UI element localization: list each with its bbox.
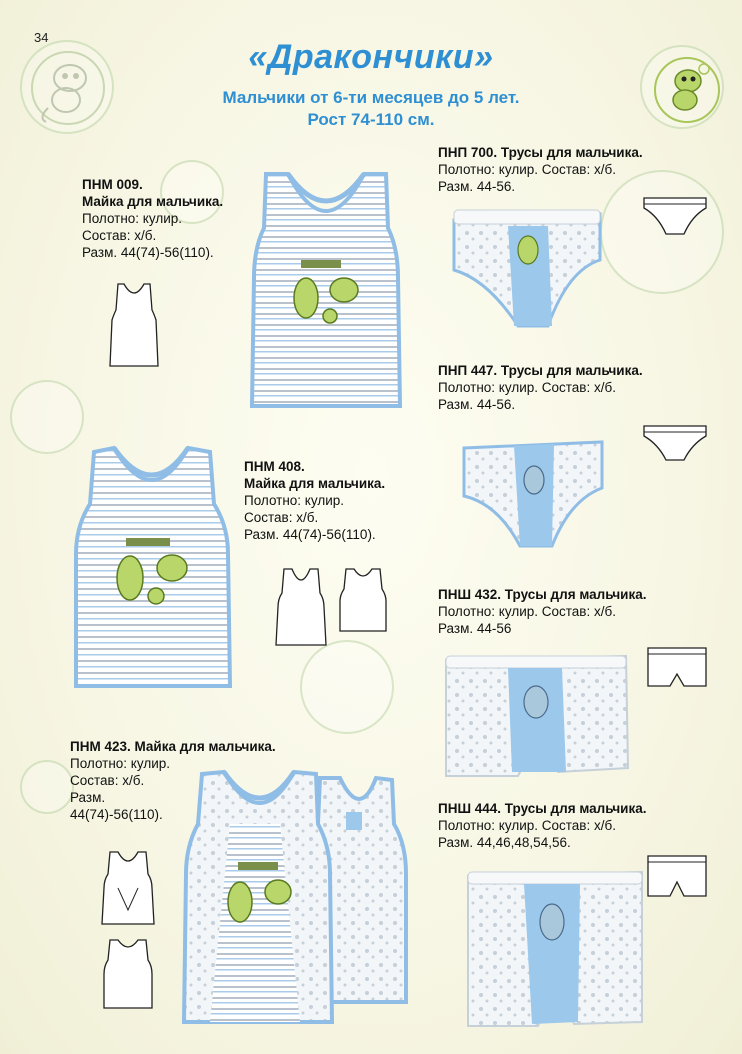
tank-top-423-back-sketch-icon [100,936,156,1012]
page-subtitle-height: Рост 74-110 см. [307,110,435,129]
product-code: ПНМ 408. [244,459,305,474]
product-name: Майка для мальчика. [244,476,386,491]
product-details: Полотно: кулир. Состав: х/б. [438,162,616,177]
product-details: Полотно: кулир. Состав: х/б. [438,818,616,833]
tank-top-009-photo [246,168,406,413]
product-title: ПНШ 432. Трусы для мальчика. [438,587,647,602]
briefs-700-sketch-icon [640,192,710,240]
product-name: Майка для мальчика. [82,194,224,209]
boxers-432-photo [438,648,634,780]
product-pnsh432-info [438,586,647,637]
product-sizes: Разм. 44(74)-56(110). [82,245,214,260]
tank-top-back-sketch-icon [336,565,390,635]
product-sizes: 44(74)-56(110). [70,807,163,822]
page-subtitle-age: Мальчики от 6-ти месяцев до 5 лет. [222,88,520,107]
product-composition: Состав: х/б. [82,228,157,243]
product-composition: Состав: х/б. [244,510,319,525]
product-fabric: Полотно: кулир. [82,211,182,226]
product-fabric: Полотно: кулир. [70,756,170,771]
tank-top-423-front-sketch-icon [98,848,158,928]
product-sizes: Разм. 44-56. [438,179,516,194]
product-details: Полотно: кулир. Состав: х/б. [438,380,616,395]
product-sizes-label: Разм. [70,790,106,805]
product-sizes: Разм. 44-56 [438,621,512,636]
briefs-447-photo [458,434,608,552]
briefs-700-photo [448,200,606,330]
product-pnsh444-info [438,800,647,851]
background-bubble [300,640,394,734]
product-pnm408-info [244,458,385,543]
boxers-444-sketch-icon [644,850,710,902]
product-sizes: Разм. 44,46,48,54,56. [438,835,571,850]
tank-top-sketch-icon [106,280,162,370]
product-fabric: Полотно: кулир. [244,493,344,508]
product-composition: Состав: х/б. [70,773,145,788]
tank-top-408-photo [68,442,236,692]
background-bubble [20,760,74,814]
product-sizes: Разм. 44-56. [438,397,516,412]
product-details: Полотно: кулир. Состав: х/б. [438,604,616,619]
product-title: ПНШ 444. Трусы для мальчика. [438,801,647,816]
product-pnm009-info [82,176,223,261]
product-code: ПНМ 009. [82,177,143,192]
page-title: «Дракончики» [248,38,494,76]
boxers-432-sketch-icon [644,642,710,692]
product-pnp700-info [438,144,643,195]
product-pnp447-info [438,362,643,413]
briefs-447-sketch-icon [640,420,710,466]
product-sizes: Разм. 44(74)-56(110). [244,527,376,542]
product-title: ПНП 447. Трусы для мальчика. [438,363,643,378]
tank-top-front-sketch-icon [272,565,330,649]
page-number: 34 [34,30,49,45]
boxers-444-photo [462,864,648,1030]
product-title: ПНМ 423. Майка для мальчика. [70,739,276,754]
product-title: ПНП 700. Трусы для мальчика. [438,145,643,160]
tank-top-423-photo [180,764,410,1029]
